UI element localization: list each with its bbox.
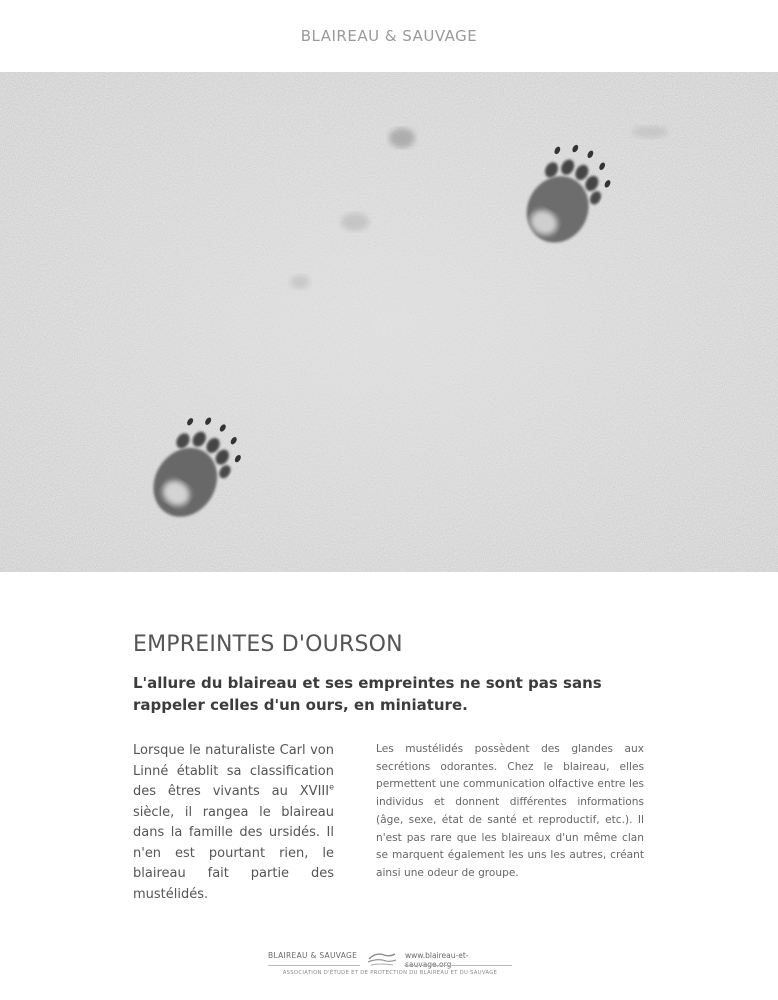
article-column-left: [133, 741, 334, 905]
article-title: EMPREINTES D'OURSON: [133, 632, 403, 657]
association-logo-icon: [366, 950, 398, 968]
snow-tracks-photo: [0, 72, 778, 572]
century-superscript: e: [329, 782, 334, 792]
footer-association-name: ASSOCIATION D'ÉTUDE ET DE PROTECTION DU BLAIREAU ET DU SAUVAGE: [282, 970, 498, 976]
footer-divider-right: [404, 965, 512, 966]
col-left-text-1: Lorsque le naturaliste Carl von Linné établit sa classification des êtres vivants au XVIII: [133, 743, 334, 799]
page-footer: [268, 949, 512, 983]
website-link[interactable]: www.blaireau-et-: [405, 951, 469, 960]
paw-prints-image: [0, 72, 778, 572]
col-left-text-2: siècle, il rangea le blaireau dans la famille des ursidés. Il n'en est pourtant rien, le blaireau fait partie des mustélidés.: [133, 804, 334, 902]
footer-brand: BLAIREAU & SAUVAGE: [268, 951, 358, 960]
page-header: [0, 0, 778, 72]
article-lead: L'allure du blaireau et ses empreintes ne sont pas sans rappeler celles d'un ours, en miniature.: [133, 674, 602, 714]
brand-name: BLAIREAU & SAUVAGE: [300, 27, 478, 45]
article-column-right: Les mustélidés possèdent des glandes aux secrétions odorantes. Chez le blaireau, elles permettent une communication olfactive entre les individus et donnent différentes informations (âge, sexe, état de santé et reproductif, etc.). Il n'est pas rare que les blaireaux d'un même clan se marquent également les uns les autres, créant ainsi une odeur de groupe.: [376, 743, 644, 879]
footer-divider-left: [268, 965, 360, 966]
